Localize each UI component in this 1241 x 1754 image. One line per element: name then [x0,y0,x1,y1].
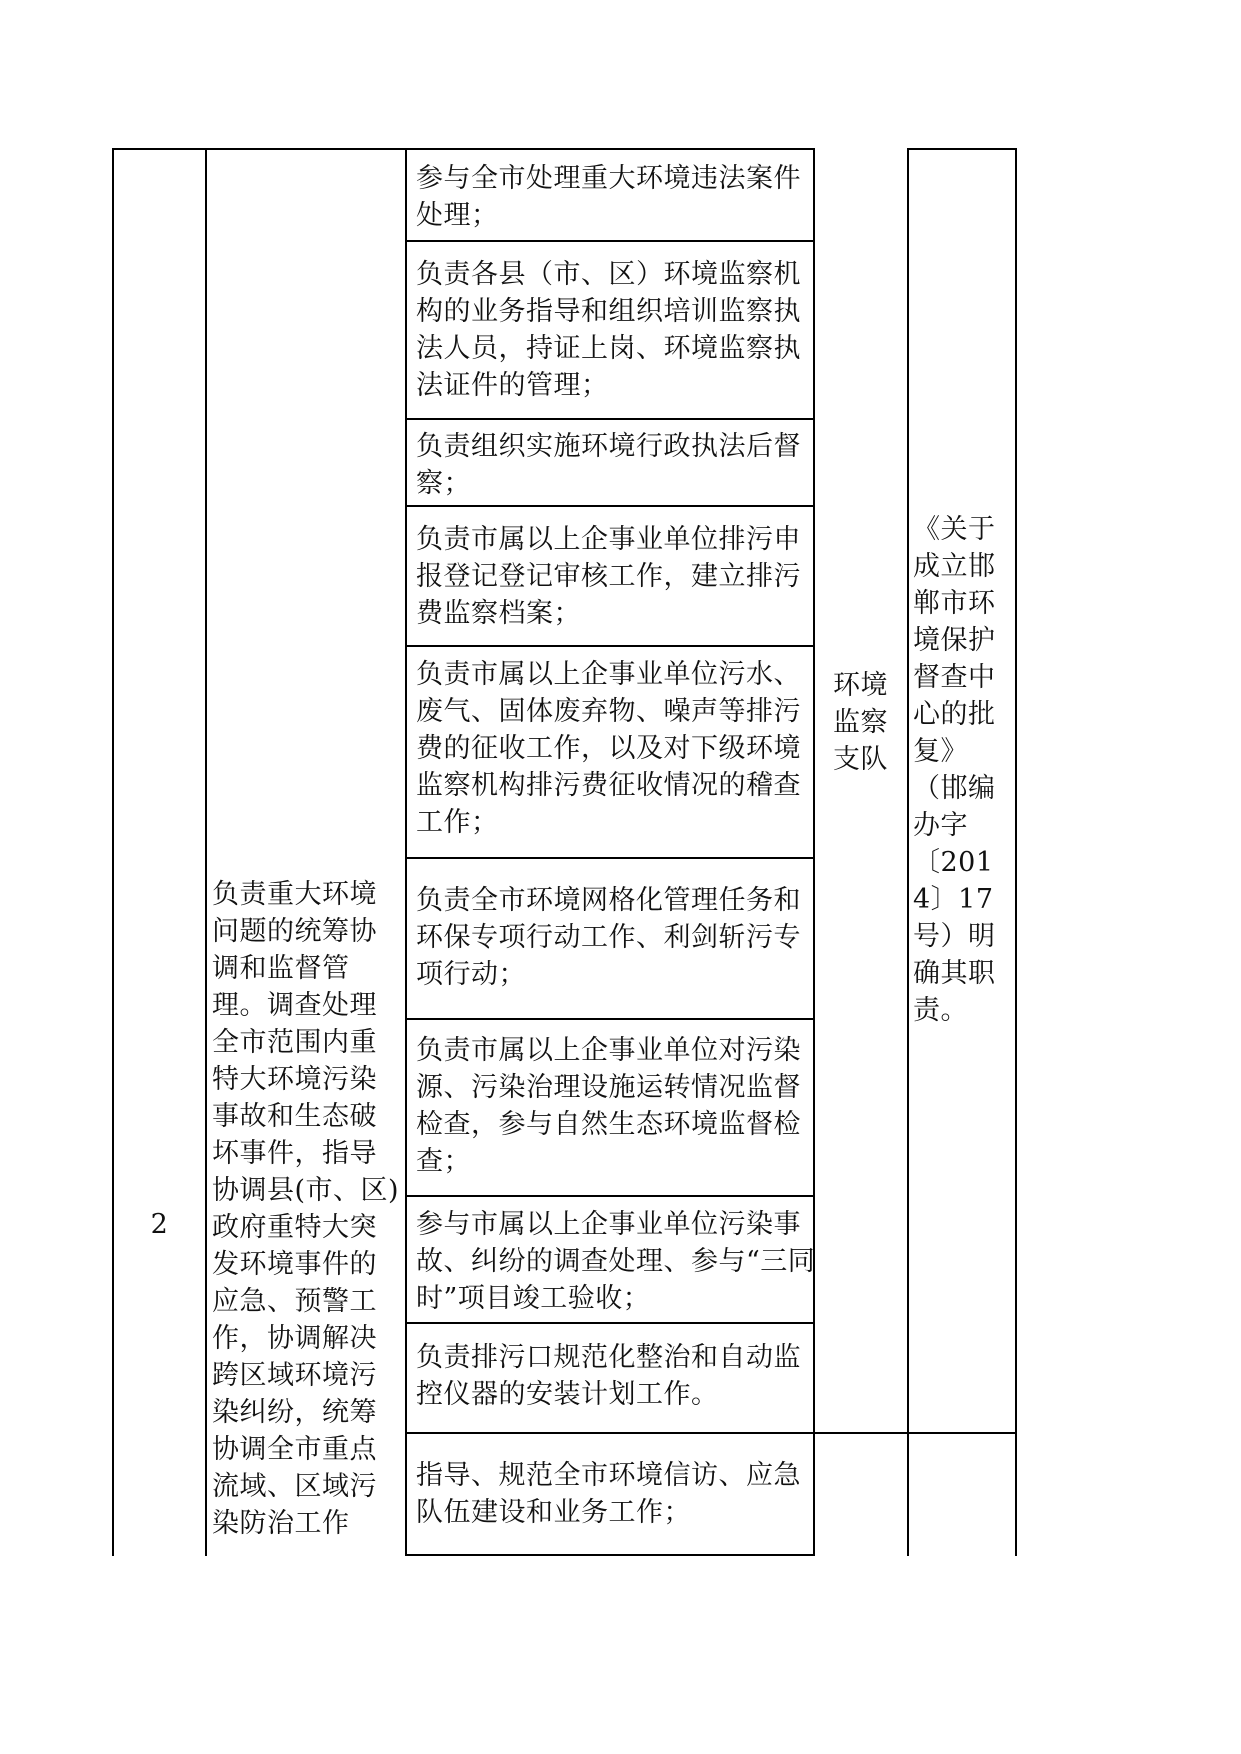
table-border [405,418,815,420]
duty-item: 参与市属以上企事业单位污染事故、纠纷的调查处理、参与“三同时”项目竣工验收； [416,1209,816,1314]
basis-cell: 《关于成立邯郸市环境保护督查中心的批复》（邯编办字〔2014〕17号）明确其职责。 [913,514,996,1026]
table-border [405,1018,815,1020]
table-border [405,857,815,859]
table-border [907,148,909,1556]
table-border [205,148,405,150]
duty-item: 负责排污口规范化整治和自动监控仪器的安装计划工作。 [416,1342,801,1410]
main-responsibility-cell: 负责重大环境问题的统筹协调和监督管理。调查处理全市范围内重特大环境污染事故和生态破坏事件，指导协调县(市、区)政府重特大突发环境事件的应急、预警工作，协调解决跨区域环境污染纠纷，统筹协调全市重点流域、区域污染防治工作 [212,879,400,1539]
table-border [205,148,207,1556]
table-border [405,1432,1017,1434]
table-border [405,1554,815,1556]
row-number: 2 [150,1209,169,1240]
table-border [405,240,815,242]
table-border [405,645,815,647]
table-border [405,148,407,1556]
table-border [405,1195,815,1197]
table-border [112,148,114,1556]
duty-item: 指导、规范全市环境信访、应急队伍建设和业务工作； [416,1460,801,1528]
table-border [112,148,207,150]
table-border [405,505,815,507]
duty-item: 负责组织实施环境行政执法后督察； [416,431,801,499]
duty-item: 负责市属以上企事业单位对污染源、污染治理设施运转情况监督检查，参与自然生态环境监督检查； [416,1035,801,1177]
table-border [405,148,815,150]
table-border [907,148,1017,150]
duty-item: 负责各县（市、区）环境监察机构的业务指导和组织培训监察执法人员，持证上岗、环境监察执法证件的管理； [416,259,801,401]
duty-item: 参与全市处理重大环境违法案件处理； [416,163,801,231]
duty-item: 负责全市环境网格化管理任务和环保专项行动工作、利剑斩污专项行动； [416,885,801,990]
table-border [1015,148,1017,1556]
department-cell: 环境监察支队 [833,670,888,775]
duty-item: 负责市属以上企事业单位排污申报登记登记审核工作，建立排污费监察档案； [416,524,801,629]
table-border [405,1322,815,1324]
duty-item: 负责市属以上企事业单位污水、废气、固体废弃物、噪声等排污费的征收工作，以及对下级环境监察机构排污费征收情况的稽查工作； [416,659,801,838]
